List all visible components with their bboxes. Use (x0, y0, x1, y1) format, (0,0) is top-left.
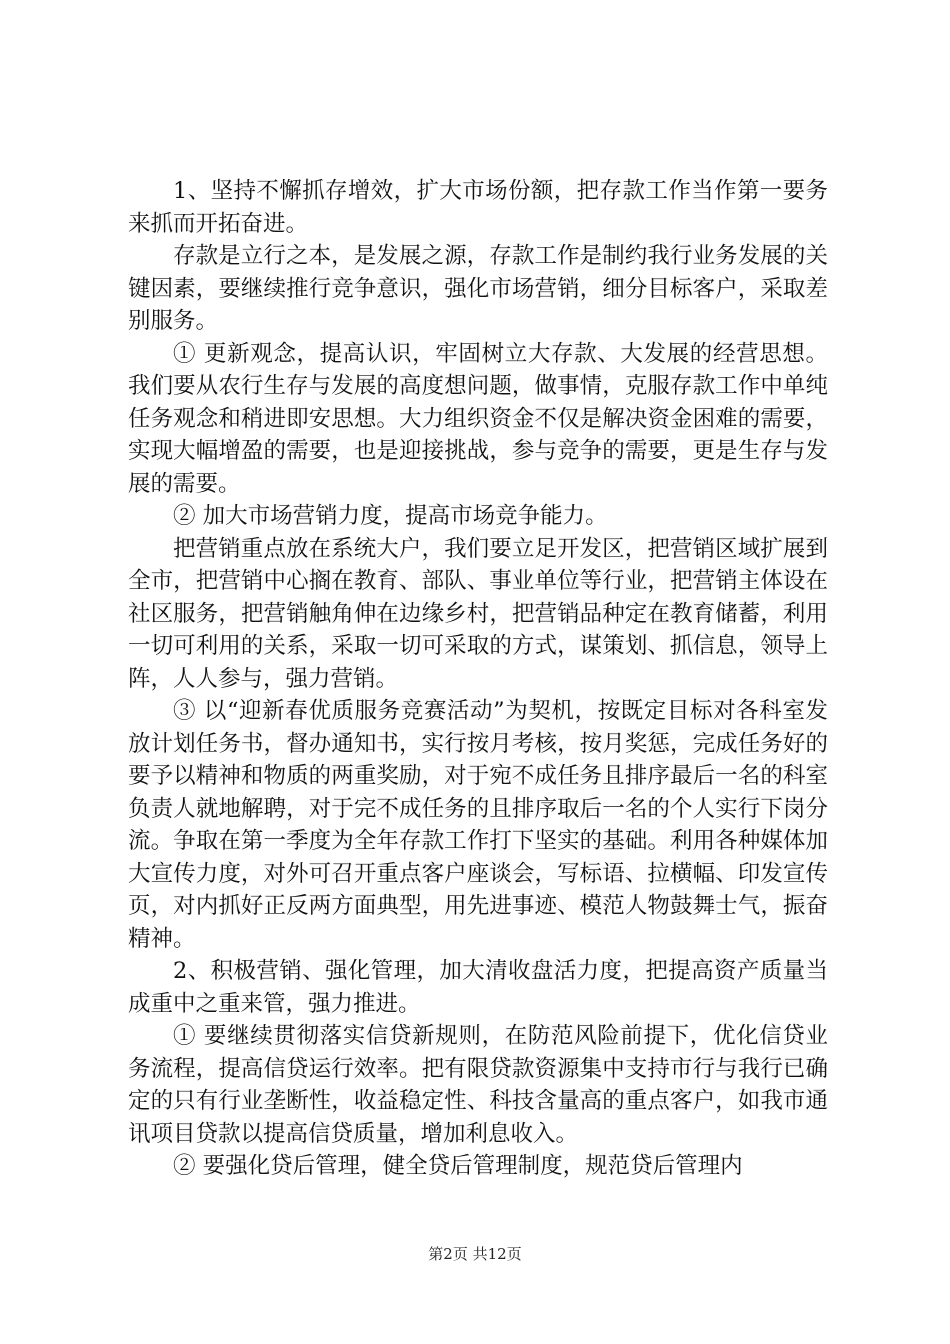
paragraph-2: 存款是立行之本，是发展之源，存款工作是制约我行业务发展的关键因素，要继续推行竞争意识，强化市场营销，细分目标客户，采取差别服务。 (128, 243, 828, 334)
paragraph-5: 把营销重点放在系统大户，我们要立足开发区，把营销区域扩展到全市，把营销中心搁在教育、部队、事业单位等行业，把营销主体设在社区服务，把营销触角伸在边缘乡村，把营销品种定在教育储蓄，利用一切可利用的关系，采取一切可采取的方式，谋策划、抓信息，领导上阵，人人参与，强力营销。 (128, 535, 828, 692)
paragraph-8: ① 要继续贯彻落实信贷新规则，在防范风险前提下，优化信贷业务流程，提高信贷运行效率。把有限贷款资源集中支持市行与我行已确定的只有行业垄断性，收益稳定性、科技含量高的重点客户，如我市通讯项目贷款以提高信贷质量，增加利息收入。 (128, 1023, 828, 1147)
paragraph-3: ① 更新观念，提高认识，牢固树立大存款、大发展的经营思想。我们要从农行生存与发展的高度想问题，做事情，克服存款工作中单纯任务观念和稍进即安思想。大力组织资金不仅是解决资金困难的需要，实现大幅增盈的需要，也是迎接挑战，参与竞争的需要，更是生存与发展的需要。 (128, 340, 828, 497)
paragraph-7: 2、积极营销、强化管理，加大清收盘活力度，把提高资产质量当成重中之重来管，强力推进。 (128, 958, 828, 1017)
paragraph-4: ② 加大市场营销力度，提高市场竞争能力。 (173, 503, 608, 529)
paragraph-1: 1、坚持不懈抓存增效，扩大市场份额，把存款工作当作第一要务来抓而开拓奋进。 (128, 178, 828, 237)
page-footer: 第2页 共12页 (428, 1245, 522, 1263)
paragraph-9: ② 要强化贷后管理，健全贷后管理制度，规范贷后管理内 (173, 1153, 743, 1179)
paragraph-6: ③ 以“迎新春优质服务竞赛活动”为契机，按既定目标对各科室发放计划任务书，督办通知书，实行按月考核，按月奖惩，完成任务好的要予以精神和物质的两重奖励，对于宛不成任务且排序最后一名的科室负责人就地解聘，对于完不成任务的且排序取后一名的个人实行下岗分流。争取在第一季度为全年存款工作打下坚实的基础。利用各种媒体加大宣传力度，对外可召开重点客户座谈会，写标语、拉横幅、印发宣传页，对内抓好正反两方面典型，用先进事迹、模范人物鼓舞士气，振奋精神。 (128, 698, 828, 952)
document-body (128, 175, 828, 1183)
